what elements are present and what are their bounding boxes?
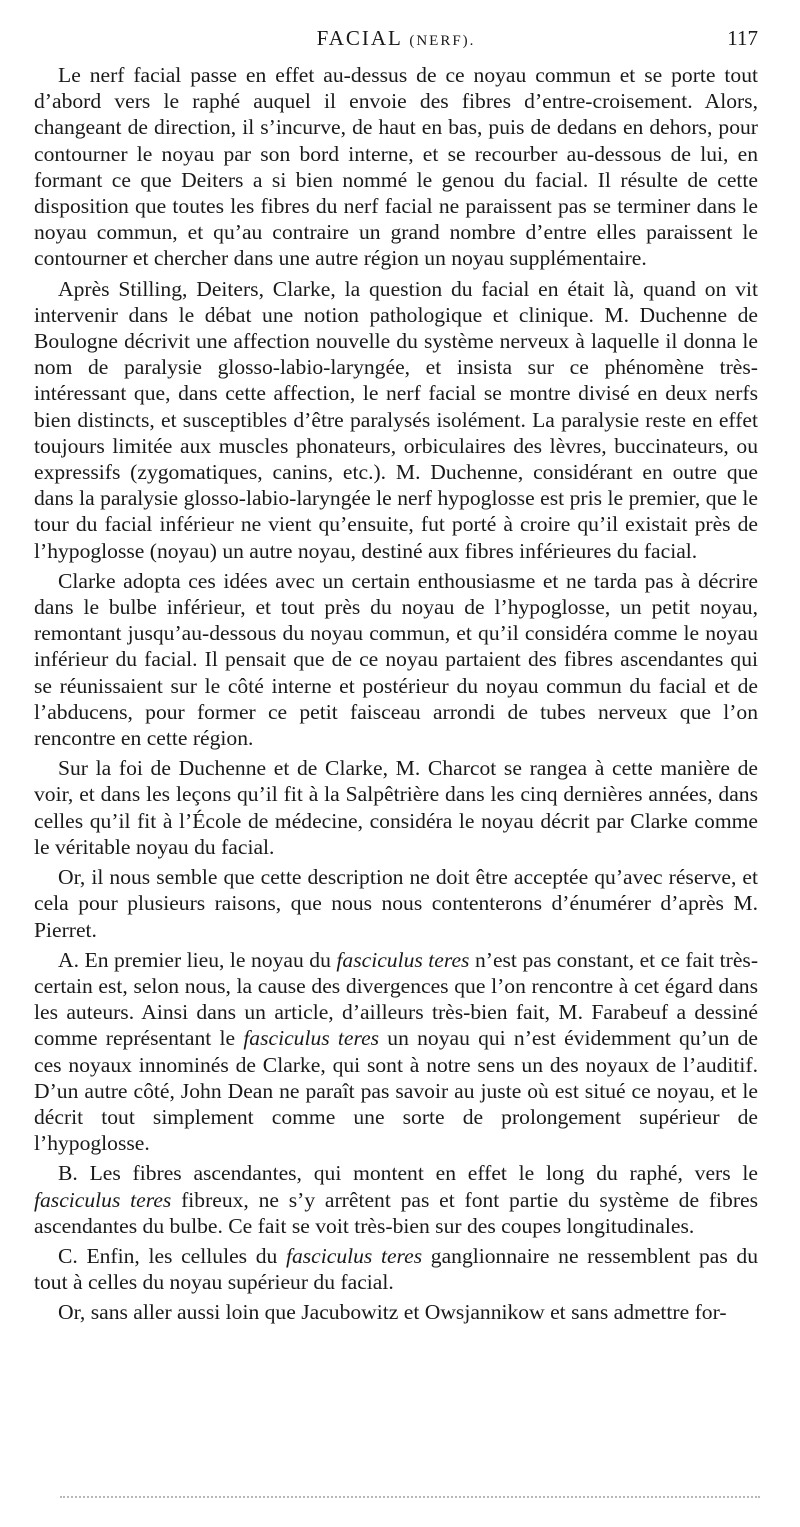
running-head-title: FACIAL [316, 26, 403, 50]
paragraph-c-text-1: C. Enfin, les cellules du [58, 1243, 286, 1268]
page-header [34, 26, 758, 56]
paragraph-3: Clarke adopta ces idées avec un certain enthousiasme et ne tarda pas à décrire dans le bulbe inférieur, et tout près du noyau de l’hypoglosse, un petit noyau, remontant jusqu’au-dessous du noyau commun, et qu’il considéra comme le noyau inférieur du facial. Il pensait que de ce noyau partaient des fibres ascendantes qui se réunissaient sur le côté interne et postérieur du noyau commun du facial et de l’abducens, pour former ce petit faisceau arrondi de tubes nerveux que l’on rencontre en cette région. [34, 568, 758, 751]
footer-rule [60, 1496, 760, 1498]
paragraph-a-text-3: un noyau qui n’est évidemment qu’un de ces noyaux innominés de Clarke, qui sont à notre sens un des noyaux de l’auditif. D’un autre côté, John Dean ne paraît pas savoir au juste où est situé ce noyau, et le décrit tout simplement comme une sorte de prolongement supérieur de l’hypoglosse. [34, 1026, 759, 1156]
paragraph-b-text-1: B. Les fibres ascendantes, qui montent en effet le long du raphé, vers le [58, 1161, 758, 1186]
paragraph-a-italic-1: fasciculus teres [336, 947, 470, 972]
paragraph-b [34, 1160, 758, 1239]
paragraph-last: Or, sans aller aussi loin que Jacubowitz et Owsjannikow et sans admettre for- [58, 1300, 727, 1325]
running-head [34, 26, 758, 51]
paragraph-c-text-2: ganglionnaire ne ressemblent pas du tout à celles du noyau supérieur du facial. [34, 1243, 758, 1295]
paragraph-a-text-1: A. En premier lieu, le noyau du [58, 947, 337, 972]
page-number: 117 [727, 26, 758, 50]
running-head-subtitle: (NERF). [409, 33, 476, 49]
paragraph-2: Après Stilling, Deiters, Clarke, la question du facial en était là, quand on vit intervenir dans le débat une notion pathologique et clinique. M. Duchenne de Boulogne décrivit une affection nouvelle du système nerveux à laquelle il donna le nom de paralysie glosso-labio-laryngée, et insista sur ce phénomène très-intéressant que, dans cette affection, le nerf facial se montre divisé en deux nerfs bien distincts, et susceptibles d’être paralysés isolément. La paralysie reste en effet toujours limitée aux muscles phonateurs, orbiculaires des lèvres, buccinateurs, ou expressifs (zygomatiques, canins, etc.). M. Duchenne, considérant en outre que dans la paralysie glosso-labio-laryngée le nerf hypoglosse est pris le premier, que le tour du facial inférieur ne vient qu’ensuite, fut porté à croire qu’il existait près de l’hypoglosse (noyau) un autre noyau, destiné aux fibres inférieures du facial. [34, 276, 758, 563]
body-text [34, 62, 758, 1326]
paragraph-a-text-2: n’est pas constant, et ce fait très-certain est, selon nous, la cause des divergences que l’on rencontre à cet égard dans les auteurs. Ainsi dans un article, d’ailleurs très-bien fait, M. Farabeuf a dessiné comme représentant le [34, 947, 759, 1051]
paragraph-b-italic-1: fasciculus teres [34, 1187, 172, 1212]
paragraph-a [34, 947, 758, 1157]
paragraph-c-italic-1: fasciculus teres [285, 1243, 423, 1268]
paragraph-a-italic-2: fasciculus teres [243, 1026, 380, 1051]
paragraph-c [34, 1243, 758, 1295]
paragraph-4: Sur la foi de Duchenne et de Clarke, M. Charcot se rangea à cette manière de voir, et dans les leçons qu’il fit à la Salpêtrière dans les cinq dernières années, dans celles qu’il fit à l’École de médecine, considéra le noyau décrit par Clarke comme le véritable noyau du facial. [34, 756, 758, 859]
paragraph-1: Le nerf facial passe en effet au-dessus de ce noyau commun et se porte tout d’abord vers le raphé auquel il envoie des fibres d’entre-croisement. Alors, changeant de direction, il s’incurve, de haut en bas, puis de dedans en dehors, pour contourner le noyau par son bord interne, et se recourber au-dessous de lui, en formant ce que Deiters a si bien nommé le genou du facial. Il résulte de cette disposition que toutes les fibres du nerf facial ne paraissent pas se terminer dans le noyau commun, et qu’au contraire un grand nombre d’entre elles paraissent le contourner et chercher dans une autre région un noyau supplémentaire. [34, 63, 758, 271]
paragraph-b-text-2: fibreux, ne s’y arrêtent pas et font partie du système de fibres ascendantes du bulbe. Ce fait se voit très-bien sur des coupes longitudinales. [34, 1187, 758, 1238]
paragraph-5: Or, il nous semble que cette description ne doit être acceptée qu’avec réserve, et cela pour plusieurs raisons, que nous nous contenterons d’énumérer d’après M. Pierret. [34, 865, 758, 942]
